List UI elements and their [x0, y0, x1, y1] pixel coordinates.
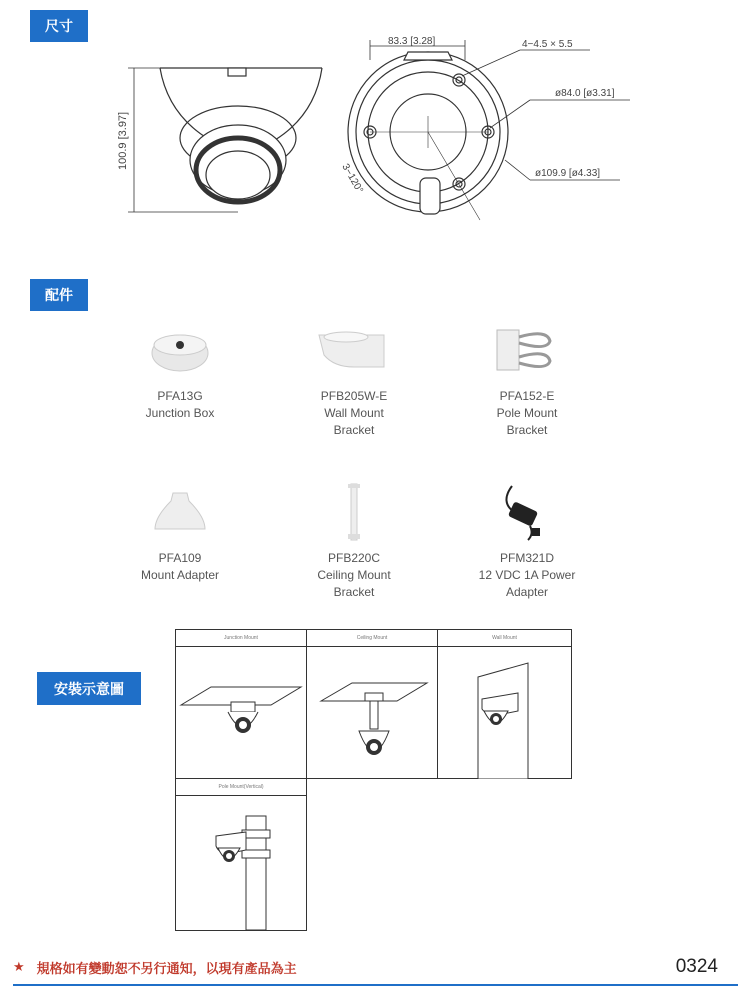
ceiling-mount-illustration — [307, 647, 437, 779]
accessory-desc: Junction Box — [145, 406, 215, 420]
accessory-model: PFB220C — [327, 551, 381, 565]
accessory-desc: Bracket — [333, 423, 375, 437]
holes-label: 4−4.5 × 5.5 — [522, 39, 573, 50]
camera-side-view — [160, 68, 322, 202]
camera-top-view — [348, 52, 508, 220]
install-header: Pole Mount(Vertical) — [176, 779, 306, 796]
inner-diameter-label: ø84.0 [ø3.31] — [555, 88, 615, 99]
power-adapter-image — [437, 482, 617, 542]
accessory-model: PFA152-E — [499, 389, 555, 403]
dimension-drawing — [0, 0, 751, 250]
top-width-label: 83.3 [3.28] — [388, 36, 436, 47]
ceiling-mount-image — [264, 482, 444, 542]
document-code: 0324 — [675, 956, 718, 977]
install-ceiling-mount — [306, 629, 438, 779]
disclaimer-text: 規格如有變動恕不另行通知，以現有產品為主 — [36, 962, 297, 977]
accessory-pfb220c — [264, 482, 444, 601]
accessory-model: PFB205W-E — [320, 389, 388, 403]
accessory-pfa152-e — [437, 320, 617, 439]
section-label-dimensions: 尺寸 — [30, 10, 88, 42]
pole-mount-image — [437, 320, 617, 380]
accessory-model: PFM321D — [499, 551, 555, 565]
outer-diameter-label: ø109.9 [ø4.33] — [535, 168, 601, 179]
height-label: 100.9 [3.97] — [117, 111, 129, 170]
footer-divider — [13, 984, 738, 986]
section-label-accessories: 配件 — [30, 279, 88, 311]
pole-mount-illustration — [176, 796, 306, 931]
accessory-pfa13g — [90, 320, 270, 422]
install-header: Wall Mount — [438, 630, 571, 647]
accessory-desc: Pole Mount — [496, 406, 558, 420]
disclaimer-note — [13, 958, 297, 977]
accessory-model: PFA13G — [157, 389, 203, 403]
junction-mount-illustration — [176, 647, 306, 779]
accessory-desc: 12 VDC 1A Power — [478, 568, 576, 582]
install-header: Junction Mount — [176, 630, 306, 647]
accessory-pfa109 — [90, 482, 270, 584]
angle-label: 3−120° — [339, 162, 365, 196]
install-wall-mount — [437, 629, 572, 779]
accessory-desc: Adapter — [505, 585, 549, 599]
accessory-pfm321d — [437, 482, 617, 601]
install-junction-mount — [175, 629, 307, 779]
junction-box-image — [90, 320, 270, 380]
mount-adapter-image — [90, 482, 270, 542]
wall-mount-illustration — [438, 647, 571, 779]
accessory-desc: Bracket — [506, 423, 548, 437]
accessory-desc: Mount Adapter — [140, 568, 220, 582]
install-header: Ceiling Mount — [307, 630, 437, 647]
accessory-desc: Bracket — [333, 585, 375, 599]
accessory-pfb205w-e — [264, 320, 444, 439]
star-icon: ★ — [13, 960, 25, 975]
wall-mount-image — [264, 320, 444, 380]
accessory-desc: Ceiling Mount — [317, 568, 391, 582]
accessory-desc: Wall Mount — [324, 406, 384, 420]
install-pole-mount — [175, 778, 307, 931]
section-label-installation: 安裝示意圖 — [37, 672, 141, 705]
accessory-model: PFA109 — [158, 551, 202, 565]
